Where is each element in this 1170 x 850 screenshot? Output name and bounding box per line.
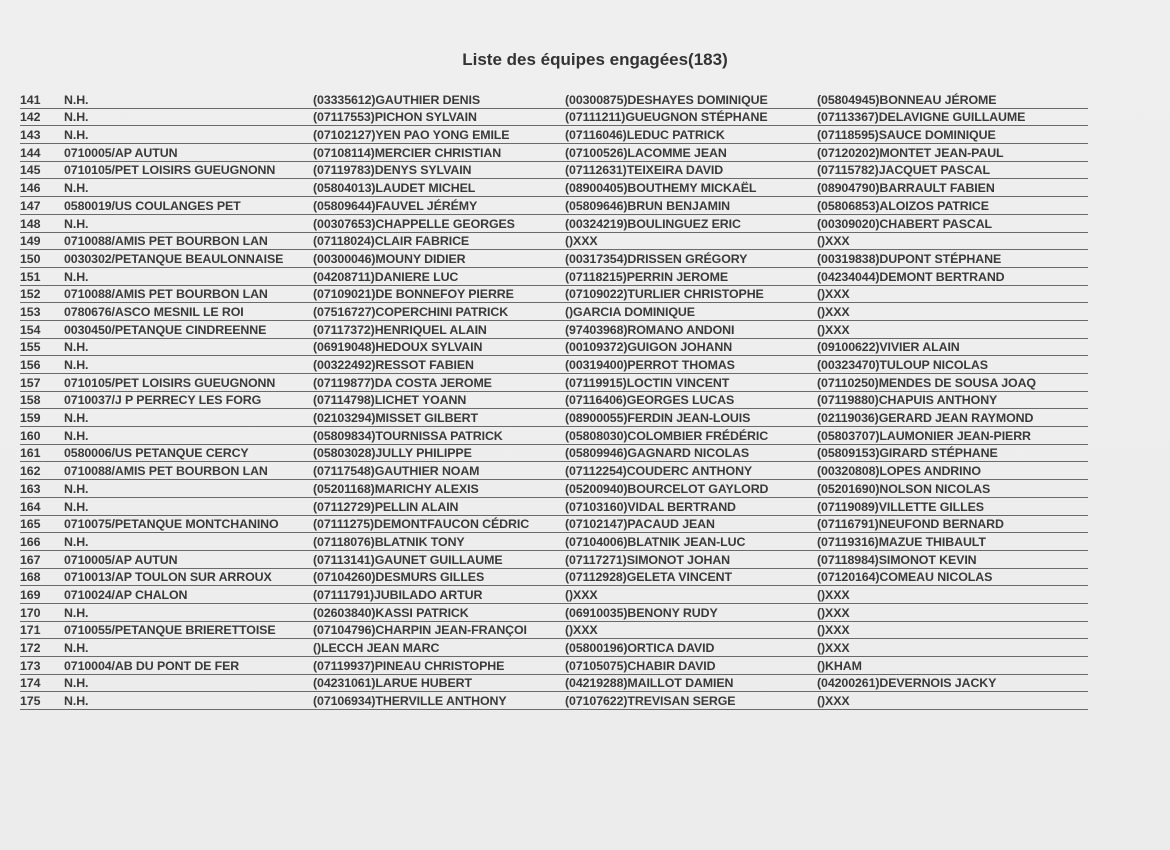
player-2: (07103160)VIDAL BERTRAND [565, 497, 817, 515]
player-3: ()XXX [817, 586, 1088, 604]
player-2: (07118215)PERRIN JEROME [565, 267, 817, 285]
player-1: (05804013)LAUDET MICHEL [313, 179, 565, 197]
table-row [20, 533, 1088, 551]
player-3: (00323470)TULOUP NICOLAS [817, 356, 1088, 374]
player-3: ()XXX [817, 639, 1088, 657]
player-1: (04231061)LARUE HUBERT [313, 674, 565, 692]
player-3: (08904790)BARRAULT FABIEN [817, 179, 1088, 197]
player-3: ()XXX [817, 285, 1088, 303]
team-number: 149 [20, 232, 64, 250]
player-2: (07116046)LEDUC PATRICK [565, 126, 817, 144]
player-2: (05800196)ORTICA DAVID [565, 639, 817, 657]
table-row [20, 462, 1088, 480]
team-club: 0710013/AP TOULON SUR ARROUX [64, 568, 313, 586]
player-3: (05201690)NOLSON NICOLAS [817, 480, 1088, 498]
table-row [20, 603, 1088, 621]
player-1: (03335612)GAUTHIER DENIS [313, 91, 565, 108]
player-2: ()XXX [565, 586, 817, 604]
player-3: (07115782)JACQUET PASCAL [817, 161, 1088, 179]
player-2: (07109022)TURLIER CHRISTOPHE [565, 285, 817, 303]
team-number: 163 [20, 480, 64, 498]
player-2: (07107622)TREVISAN SERGE [565, 692, 817, 710]
player-1: (07104260)DESMURS GILLES [313, 568, 565, 586]
team-number: 165 [20, 515, 64, 533]
team-number: 162 [20, 462, 64, 480]
table-row [20, 391, 1088, 409]
player-1: ()LECCH JEAN MARC [313, 639, 565, 657]
team-number: 146 [20, 179, 64, 197]
team-club: 0710105/PET LOISIRS GUEUGNONN [64, 161, 313, 179]
team-club: N.H. [64, 126, 313, 144]
team-club: N.H. [64, 267, 313, 285]
table-row [20, 91, 1088, 108]
table-row [20, 480, 1088, 498]
team-club: N.H. [64, 533, 313, 551]
team-club: N.H. [64, 179, 313, 197]
team-club: 0780676/ASCO MESNIL LE ROI [64, 303, 313, 321]
team-number: 143 [20, 126, 64, 144]
player-3: (07118984)SIMONOT KEVIN [817, 550, 1088, 568]
team-number: 173 [20, 657, 64, 675]
team-number: 160 [20, 427, 64, 445]
team-number: 148 [20, 214, 64, 232]
team-club: N.H. [64, 91, 313, 108]
player-3: (05803707)LAUMONIER JEAN-PIERR [817, 427, 1088, 445]
player-2: (07102147)PACAUD JEAN [565, 515, 817, 533]
table-row [20, 639, 1088, 657]
player-3: (05809153)GIRARD STÉPHANE [817, 444, 1088, 462]
table-row [20, 674, 1088, 692]
player-2: (05809646)BRUN BENJAMIN [565, 197, 817, 215]
team-club: 0710075/PETANQUE MONTCHANINO [64, 515, 313, 533]
team-number: 153 [20, 303, 64, 321]
team-club: 0710005/AP AUTUN [64, 550, 313, 568]
player-3: (02119036)GERARD JEAN RAYMOND [817, 409, 1088, 427]
team-club: 0710004/AB DU PONT DE FER [64, 657, 313, 675]
player-3: (07119316)MAZUE THIBAULT [817, 533, 1088, 551]
table-row [20, 409, 1088, 427]
player-1: (07104796)CHARPIN JEAN-FRANÇOI [313, 621, 565, 639]
player-1: (00300046)MOUNY DIDIER [313, 250, 565, 268]
player-3: (07119880)CHAPUIS ANTHONY [817, 391, 1088, 409]
team-number: 158 [20, 391, 64, 409]
player-1: (00307653)CHAPPELLE GEORGES [313, 214, 565, 232]
team-number: 161 [20, 444, 64, 462]
team-number: 174 [20, 674, 64, 692]
table-row [20, 515, 1088, 533]
player-1: (02603840)KASSI PATRICK [313, 603, 565, 621]
player-1: (05809834)TOURNISSA PATRICK [313, 427, 565, 445]
team-club: 0710037/J P PERRECY LES FORG [64, 391, 313, 409]
table-row [20, 550, 1088, 568]
player-3: (07110250)MENDES DE SOUSA JOAQ [817, 374, 1088, 392]
table-row [20, 320, 1088, 338]
player-2: (08900405)BOUTHEMY MICKAËL [565, 179, 817, 197]
player-1: (07516727)COPERCHINI PATRICK [313, 303, 565, 321]
table-row [20, 197, 1088, 215]
player-2: (05809946)GAGNARD NICOLAS [565, 444, 817, 462]
team-number: 145 [20, 161, 64, 179]
table-row [20, 692, 1088, 710]
team-club: 0710088/AMIS PET BOURBON LAN [64, 285, 313, 303]
player-1: (07117548)GAUTHIER NOAM [313, 462, 565, 480]
player-2: (08900055)FERDIN JEAN-LOUIS [565, 409, 817, 427]
team-number: 150 [20, 250, 64, 268]
teams-table [20, 91, 1088, 710]
table-row [20, 303, 1088, 321]
player-1: (07117372)HENRIQUEL ALAIN [313, 320, 565, 338]
team-number: 147 [20, 197, 64, 215]
team-club: N.H. [64, 603, 313, 621]
player-1: (07108114)MERCIER CHRISTIAN [313, 144, 565, 162]
table-row [20, 444, 1088, 462]
table-row [20, 267, 1088, 285]
player-3: (00320808)LOPES ANDRINO [817, 462, 1088, 480]
team-number: 171 [20, 621, 64, 639]
team-number: 166 [20, 533, 64, 551]
team-club: N.H. [64, 409, 313, 427]
player-3: (07120202)MONTET JEAN-PAUL [817, 144, 1088, 162]
team-number: 175 [20, 692, 64, 710]
player-2: (97403968)ROMANO ANDONI [565, 320, 817, 338]
player-2: (00319400)PERROT THOMAS [565, 356, 817, 374]
team-number: 164 [20, 497, 64, 515]
player-1: (04208711)DANIERE LUC [313, 267, 565, 285]
player-3: (04200261)DEVERNOIS JACKY [817, 674, 1088, 692]
player-1: (07102127)YEN PAO YONG EMILE [313, 126, 565, 144]
team-club: N.H. [64, 674, 313, 692]
team-club: N.H. [64, 692, 313, 710]
team-number: 151 [20, 267, 64, 285]
player-3: (07118595)SAUCE DOMINIQUE [817, 126, 1088, 144]
player-2: (00300875)DESHAYES DOMINIQUE [565, 91, 817, 108]
player-2: (07112631)TEIXEIRA DAVID [565, 161, 817, 179]
table-row [20, 568, 1088, 586]
teams-table-body [20, 91, 1088, 710]
table-row [20, 338, 1088, 356]
team-club: 0030302/PETANQUE BEAULONNAISE [64, 250, 313, 268]
team-number: 142 [20, 108, 64, 126]
player-1: (07118024)CLAIR FABRICE [313, 232, 565, 250]
player-3: (07113367)DELAVIGNE GUILLAUME [817, 108, 1088, 126]
page-title: Liste des équipes engagées(183) [462, 50, 728, 69]
team-number: 170 [20, 603, 64, 621]
table-row [20, 374, 1088, 392]
table-row [20, 586, 1088, 604]
player-3: (00309020)CHABERT PASCAL [817, 214, 1088, 232]
team-club: 0710088/AMIS PET BOURBON LAN [64, 232, 313, 250]
player-2: (07112254)COUDERC ANTHONY [565, 462, 817, 480]
player-2: (07111211)GUEUGNON STÉPHANE [565, 108, 817, 126]
team-club: N.H. [64, 338, 313, 356]
team-number: 156 [20, 356, 64, 374]
player-2: (07119915)LOCTIN VINCENT [565, 374, 817, 392]
table-row [20, 179, 1088, 197]
player-1: (05201168)MARICHY ALEXIS [313, 480, 565, 498]
table-row [20, 144, 1088, 162]
team-number: 155 [20, 338, 64, 356]
player-3: (07119089)VILLETTE GILLES [817, 497, 1088, 515]
team-club: 0710024/AP CHALON [64, 586, 313, 604]
player-2: (04219288)MAILLOT DAMIEN [565, 674, 817, 692]
player-2: ()XXX [565, 232, 817, 250]
table-row [20, 657, 1088, 675]
team-club: N.H. [64, 356, 313, 374]
player-3: ()KHAM [817, 657, 1088, 675]
table-row [20, 214, 1088, 232]
player-1: (00322492)RESSOT FABIEN [313, 356, 565, 374]
player-2: ()XXX [565, 621, 817, 639]
player-1: (02103294)MISSET GILBERT [313, 409, 565, 427]
player-3: (05804945)BONNEAU JÉROME [817, 91, 1088, 108]
table-row [20, 427, 1088, 445]
player-2: (07112928)GELETA VINCENT [565, 568, 817, 586]
team-club: 0710088/AMIS PET BOURBON LAN [64, 462, 313, 480]
team-number: 144 [20, 144, 64, 162]
team-number: 172 [20, 639, 64, 657]
player-3: (07120164)COMEAU NICOLAS [817, 568, 1088, 586]
team-club: 0580006/US PETANQUE CERCY [64, 444, 313, 462]
team-number: 168 [20, 568, 64, 586]
table-row [20, 126, 1088, 144]
player-1: (07119877)DA COSTA JEROME [313, 374, 565, 392]
team-number: 157 [20, 374, 64, 392]
team-number: 152 [20, 285, 64, 303]
player-1: (07119937)PINEAU CHRISTOPHE [313, 657, 565, 675]
player-1: (07112729)PELLIN ALAIN [313, 497, 565, 515]
team-club: N.H. [64, 108, 313, 126]
table-row [20, 161, 1088, 179]
player-2: (07105075)CHABIR DAVID [565, 657, 817, 675]
player-2: (00324219)BOULINGUEZ ERIC [565, 214, 817, 232]
table-row [20, 497, 1088, 515]
team-club: N.H. [64, 480, 313, 498]
player-1: (07113141)GAUNET GUILLAUME [313, 550, 565, 568]
player-2: ()GARCIA DOMINIQUE [565, 303, 817, 321]
player-1: (07111791)JUBILADO ARTUR [313, 586, 565, 604]
player-2: (07104006)BLATNIK JEAN-LUC [565, 533, 817, 551]
player-1: (07109021)DE BONNEFOY PIERRE [313, 285, 565, 303]
player-1: (07106934)THERVILLE ANTHONY [313, 692, 565, 710]
team-number: 159 [20, 409, 64, 427]
player-3: (05806853)ALOIZOS PATRICE [817, 197, 1088, 215]
team-club: 0710055/PETANQUE BRIERETTOISE [64, 621, 313, 639]
player-2: (00109372)GUIGON JOHANN [565, 338, 817, 356]
player-1: (07114798)LICHET YOANN [313, 391, 565, 409]
player-3: ()XXX [817, 320, 1088, 338]
player-1: (07117553)PICHON SYLVAIN [313, 108, 565, 126]
team-club: N.H. [64, 497, 313, 515]
team-number: 169 [20, 586, 64, 604]
player-2: (07117271)SIMONOT JOHAN [565, 550, 817, 568]
player-2: (05200940)BOURCELOT GAYLORD [565, 480, 817, 498]
player-1: (06919048)HEDOUX SYLVAIN [313, 338, 565, 356]
team-club: 0710105/PET LOISIRS GUEUGNONN [64, 374, 313, 392]
team-club: 0030450/PETANQUE CINDREENNE [64, 320, 313, 338]
player-3: ()XXX [817, 603, 1088, 621]
player-3: ()XXX [817, 621, 1088, 639]
team-club: N.H. [64, 639, 313, 657]
player-3: ()XXX [817, 232, 1088, 250]
team-club: N.H. [64, 214, 313, 232]
table-row [20, 108, 1088, 126]
table-row [20, 356, 1088, 374]
player-2: (06910035)BENONY RUDY [565, 603, 817, 621]
player-1: (05803028)JULLY PHILIPPE [313, 444, 565, 462]
player-3: (09100622)VIVIER ALAIN [817, 338, 1088, 356]
player-1: (05809644)FAUVEL JÉRÉMY [313, 197, 565, 215]
table-row [20, 285, 1088, 303]
team-number: 167 [20, 550, 64, 568]
player-2: (07116406)GEORGES LUCAS [565, 391, 817, 409]
team-number: 154 [20, 320, 64, 338]
player-2: (05808030)COLOMBIER FRÉDÉRIC [565, 427, 817, 445]
table-row [20, 250, 1088, 268]
team-club: 0580019/US COULANGES PET [64, 197, 313, 215]
team-club: N.H. [64, 427, 313, 445]
table-row [20, 232, 1088, 250]
team-club: 0710005/AP AUTUN [64, 144, 313, 162]
player-3: ()XXX [817, 692, 1088, 710]
player-3: (07116791)NEUFOND BERNARD [817, 515, 1088, 533]
player-1: (07111275)DEMONTFAUCON CÉDRIC [313, 515, 565, 533]
player-3: (04234044)DEMONT BERTRAND [817, 267, 1088, 285]
player-2: (07100526)LACOMME JEAN [565, 144, 817, 162]
player-3: (00319838)DUPONT STÉPHANE [817, 250, 1088, 268]
player-1: (07119783)DENYS SYLVAIN [313, 161, 565, 179]
team-number: 141 [20, 91, 64, 108]
table-row [20, 621, 1088, 639]
player-2: (00317354)DRISSEN GRÉGORY [565, 250, 817, 268]
player-1: (07118076)BLATNIK TONY [313, 533, 565, 551]
player-3: ()XXX [817, 303, 1088, 321]
